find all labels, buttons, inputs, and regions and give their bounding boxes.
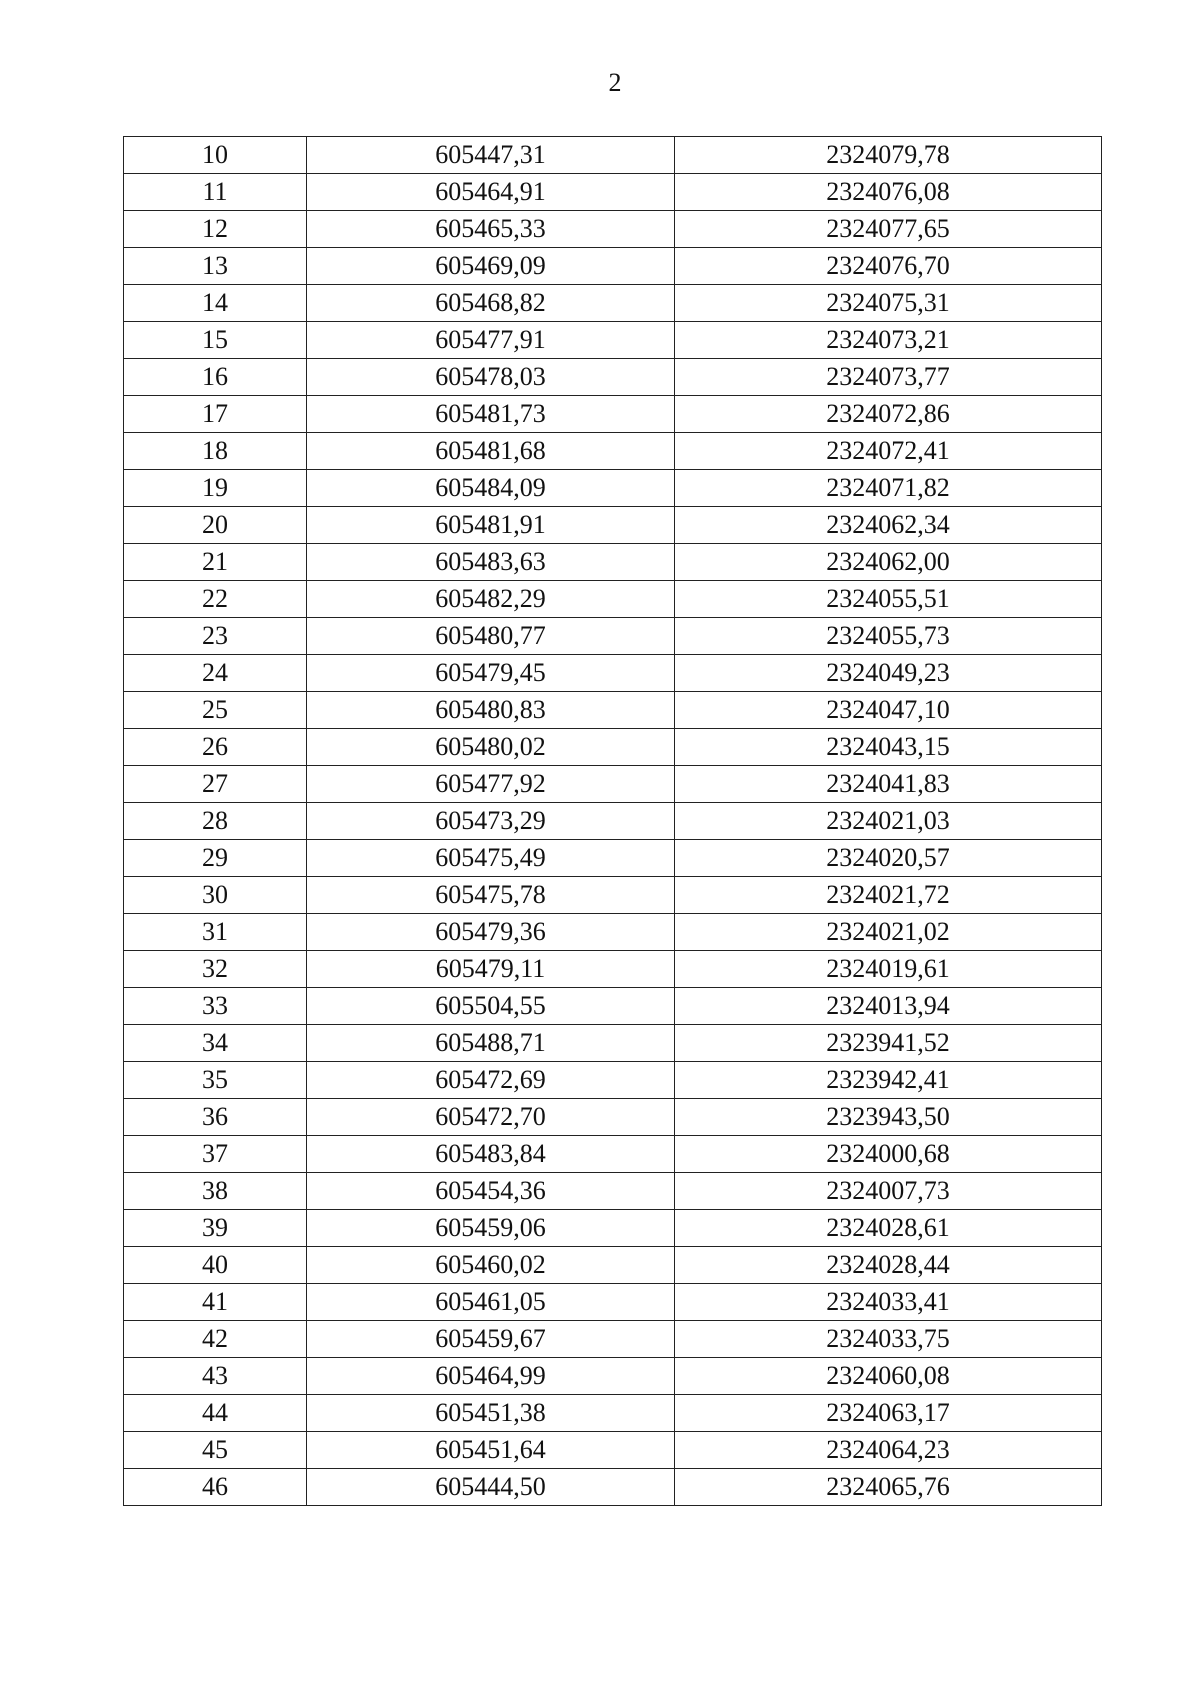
y-coordinate-cell: 2324019,61 [675,951,1102,988]
table-row [124,1432,1102,1469]
y-coordinate-cell: 2324049,23 [675,655,1102,692]
point-number-cell: 14 [124,285,307,322]
x-coordinate-cell: 605488,71 [307,1025,675,1062]
y-coordinate-cell: 2324073,21 [675,322,1102,359]
point-number-cell: 34 [124,1025,307,1062]
table-row [124,1210,1102,1247]
x-coordinate-cell: 605464,99 [307,1358,675,1395]
table-row [124,1025,1102,1062]
y-coordinate-cell: 2324047,10 [675,692,1102,729]
y-coordinate-cell: 2324055,73 [675,618,1102,655]
x-coordinate-cell: 605473,29 [307,803,675,840]
x-coordinate-cell: 605469,09 [307,248,675,285]
point-number-cell: 27 [124,766,307,803]
x-coordinate-cell: 605475,49 [307,840,675,877]
table-row [124,1062,1102,1099]
x-coordinate-cell: 605477,91 [307,322,675,359]
x-coordinate-cell: 605454,36 [307,1173,675,1210]
y-coordinate-cell: 2324062,34 [675,507,1102,544]
y-coordinate-cell: 2324020,57 [675,840,1102,877]
x-coordinate-cell: 605465,33 [307,211,675,248]
y-coordinate-cell: 2324079,78 [675,137,1102,174]
y-coordinate-cell: 2324060,08 [675,1358,1102,1395]
y-coordinate-cell: 2324033,41 [675,1284,1102,1321]
y-coordinate-cell: 2323941,52 [675,1025,1102,1062]
table-row [124,507,1102,544]
y-coordinate-cell: 2323942,41 [675,1062,1102,1099]
y-coordinate-cell: 2324076,70 [675,248,1102,285]
x-coordinate-cell: 605479,11 [307,951,675,988]
y-coordinate-cell: 2324076,08 [675,174,1102,211]
table-row [124,877,1102,914]
point-number-cell: 46 [124,1469,307,1506]
point-number-cell: 33 [124,988,307,1025]
y-coordinate-cell: 2324028,44 [675,1247,1102,1284]
y-coordinate-cell: 2324071,82 [675,470,1102,507]
table-row [124,1321,1102,1358]
table-row [124,1469,1102,1506]
table-row [124,1358,1102,1395]
point-number-cell: 21 [124,544,307,581]
table-row [124,1136,1102,1173]
y-coordinate-cell: 2324028,61 [675,1210,1102,1247]
point-number-cell: 25 [124,692,307,729]
table-row [124,1284,1102,1321]
y-coordinate-cell: 2324055,51 [675,581,1102,618]
y-coordinate-cell: 2324000,68 [675,1136,1102,1173]
x-coordinate-cell: 605475,78 [307,877,675,914]
point-number-cell: 11 [124,174,307,211]
table-row [124,470,1102,507]
x-coordinate-cell: 605459,06 [307,1210,675,1247]
point-number-cell: 43 [124,1358,307,1395]
x-coordinate-cell: 605478,03 [307,359,675,396]
table-row [124,248,1102,285]
y-coordinate-cell: 2324065,76 [675,1469,1102,1506]
table-row [124,1247,1102,1284]
table-row [124,544,1102,581]
point-number-cell: 44 [124,1395,307,1432]
point-number-cell: 20 [124,507,307,544]
y-coordinate-cell: 2324041,83 [675,766,1102,803]
x-coordinate-cell: 605484,09 [307,470,675,507]
point-number-cell: 16 [124,359,307,396]
y-coordinate-cell: 2324007,73 [675,1173,1102,1210]
point-number-cell: 22 [124,581,307,618]
table-row [124,729,1102,766]
point-number-cell: 40 [124,1247,307,1284]
y-coordinate-cell: 2324073,77 [675,359,1102,396]
point-number-cell: 36 [124,1099,307,1136]
point-number-cell: 42 [124,1321,307,1358]
point-number-cell: 18 [124,433,307,470]
table-row [124,655,1102,692]
table-row [124,285,1102,322]
x-coordinate-cell: 605481,68 [307,433,675,470]
x-coordinate-cell: 605480,02 [307,729,675,766]
table-row [124,433,1102,470]
point-number-cell: 29 [124,840,307,877]
x-coordinate-cell: 605482,29 [307,581,675,618]
coordinates-table-body [124,137,1102,1506]
point-number-cell: 39 [124,1210,307,1247]
x-coordinate-cell: 605479,36 [307,914,675,951]
y-coordinate-cell: 2324021,02 [675,914,1102,951]
point-number-cell: 41 [124,1284,307,1321]
x-coordinate-cell: 605481,73 [307,396,675,433]
x-coordinate-cell: 605504,55 [307,988,675,1025]
page-number: 2 [608,68,622,97]
point-number-cell: 15 [124,322,307,359]
x-coordinate-cell: 605479,45 [307,655,675,692]
table-row [124,1173,1102,1210]
table-row [124,951,1102,988]
table-row [124,211,1102,248]
x-coordinate-cell: 605451,38 [307,1395,675,1432]
x-coordinate-cell: 605472,70 [307,1099,675,1136]
x-coordinate-cell: 605472,69 [307,1062,675,1099]
point-number-cell: 13 [124,248,307,285]
point-number-cell: 19 [124,470,307,507]
y-coordinate-cell: 2323943,50 [675,1099,1102,1136]
table-row [124,174,1102,211]
table-row [124,914,1102,951]
y-coordinate-cell: 2324013,94 [675,988,1102,1025]
y-coordinate-cell: 2324062,00 [675,544,1102,581]
table-row [124,803,1102,840]
x-coordinate-cell: 605483,63 [307,544,675,581]
x-coordinate-cell: 605461,05 [307,1284,675,1321]
x-coordinate-cell: 605460,02 [307,1247,675,1284]
table-row [124,1099,1102,1136]
y-coordinate-cell: 2324072,86 [675,396,1102,433]
x-coordinate-cell: 605451,64 [307,1432,675,1469]
table-row [124,692,1102,729]
y-coordinate-cell: 2324021,03 [675,803,1102,840]
x-coordinate-cell: 605477,92 [307,766,675,803]
point-number-cell: 26 [124,729,307,766]
table-row [124,1395,1102,1432]
table-row [124,359,1102,396]
point-number-cell: 17 [124,396,307,433]
table-row [124,766,1102,803]
table-row [124,322,1102,359]
point-number-cell: 45 [124,1432,307,1469]
x-coordinate-cell: 605444,50 [307,1469,675,1506]
point-number-cell: 32 [124,951,307,988]
y-coordinate-cell: 2324064,23 [675,1432,1102,1469]
x-coordinate-cell: 605468,82 [307,285,675,322]
y-coordinate-cell: 2324021,72 [675,877,1102,914]
table-row [124,137,1102,174]
point-number-cell: 24 [124,655,307,692]
x-coordinate-cell: 605483,84 [307,1136,675,1173]
x-coordinate-cell: 605480,77 [307,618,675,655]
table-row [124,988,1102,1025]
point-number-cell: 10 [124,137,307,174]
x-coordinate-cell: 605447,31 [307,137,675,174]
point-number-cell: 35 [124,1062,307,1099]
x-coordinate-cell: 605464,91 [307,174,675,211]
coordinates-table [123,136,1102,1506]
y-coordinate-cell: 2324043,15 [675,729,1102,766]
table-row [124,840,1102,877]
table-row [124,618,1102,655]
y-coordinate-cell: 2324063,17 [675,1395,1102,1432]
point-number-cell: 12 [124,211,307,248]
point-number-cell: 28 [124,803,307,840]
y-coordinate-cell: 2324033,75 [675,1321,1102,1358]
x-coordinate-cell: 605459,67 [307,1321,675,1358]
table-row [124,396,1102,433]
y-coordinate-cell: 2324075,31 [675,285,1102,322]
point-number-cell: 23 [124,618,307,655]
point-number-cell: 37 [124,1136,307,1173]
point-number-cell: 38 [124,1173,307,1210]
x-coordinate-cell: 605480,83 [307,692,675,729]
y-coordinate-cell: 2324077,65 [675,211,1102,248]
point-number-cell: 31 [124,914,307,951]
y-coordinate-cell: 2324072,41 [675,433,1102,470]
point-number-cell: 30 [124,877,307,914]
x-coordinate-cell: 605481,91 [307,507,675,544]
table-row [124,581,1102,618]
